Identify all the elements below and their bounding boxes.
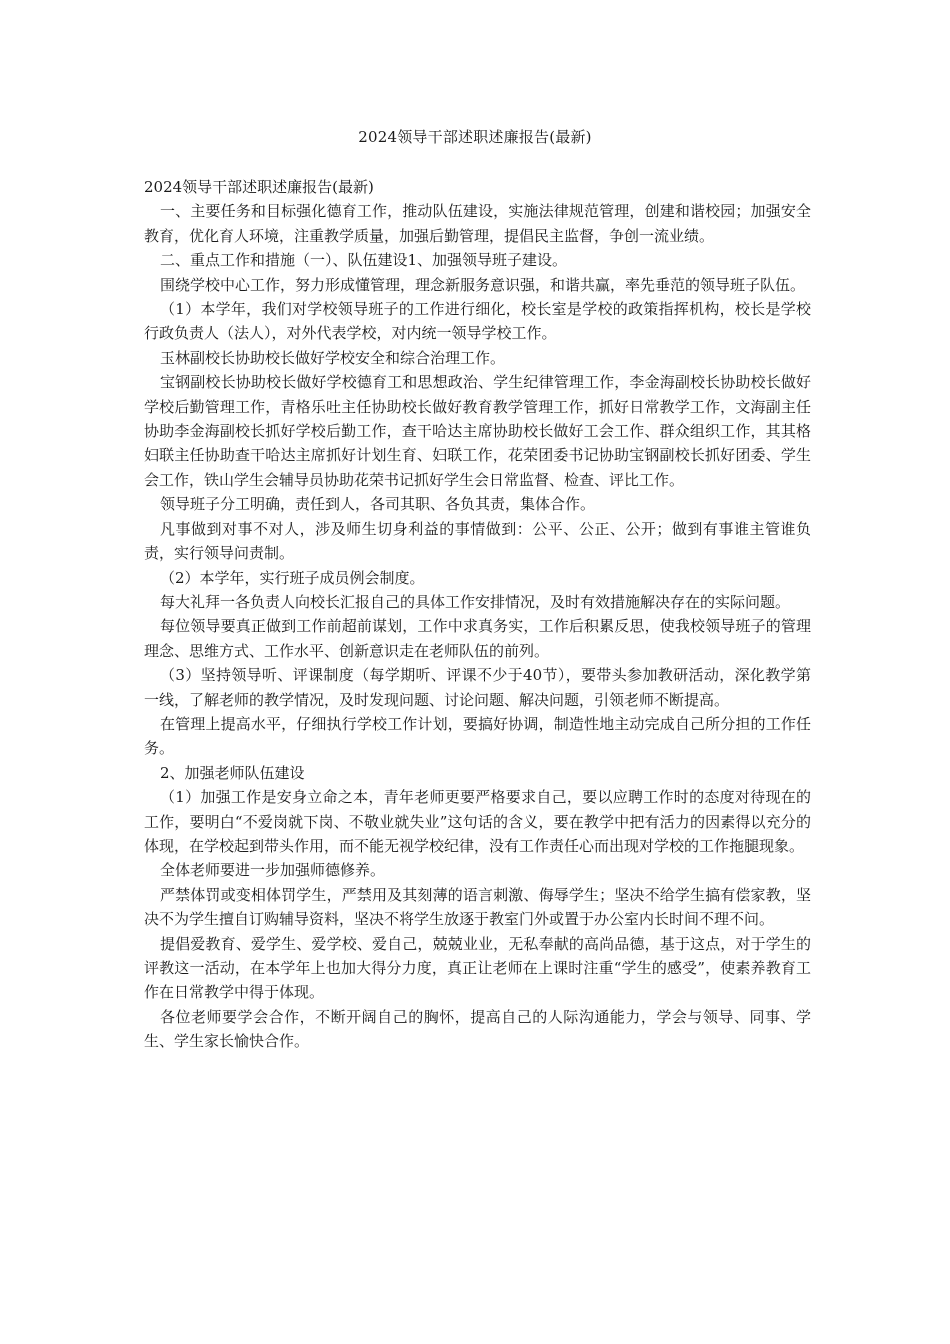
document-paragraph: 围绕学校中心工作，努力形成懂管理，理念新服务意识强，和谐共赢，率先垂范的领导班子队伍。 bbox=[160, 275, 806, 294]
document-paragraph: （3）坚持领导听、评课制度（每学期听、评课不少于40节），要带头参加教研活动，深化教学第一线，了解老师的教学情况，及时发现问题、讨论问题、解决问题，引领老师不断提高。 bbox=[144, 666, 811, 709]
document-paragraph: 宝钢副校长协助校长做好学校德育工和思想政治、学生纪律管理工作，李金海副校长协助校长做好学校后勤管理工作，青格乐吐主任协助校长做好教育教学管理工作，抓好日常教学工作，文海副主任协助李金海副校长抓好学校后勤工作，查干哈达主席协助校长做好工会工作、群众组织工作，其其格妇联主任协助查干哈达主席抓好计划生育、妇联工作，花荣团委书记协助宝钢副校长抓好团委、学生会工作，铁山学生会辅导员协助花荣书记抓好学生会日常监督、检查、评比工作。 bbox=[144, 373, 811, 489]
document-subtitle: 2024领导干部述职述廉报告(最新) bbox=[144, 178, 374, 196]
document-paragraph: 2、加强老师队伍建设 bbox=[160, 763, 305, 782]
document-paragraph: 严禁体罚或变相体罚学生，严禁用及其刻薄的语言刺激、侮辱学生；坚决不给学生搞有偿家教，坚决不为学生擅自订购辅导资料，坚决不将学生放逐于教室门外或置于办公室内长时间不理不问。 bbox=[144, 885, 811, 929]
document-paragraph: 每位领导要真正做到工作前超前谋划，工作中求真务实，工作后积累反思，使我校领导班子的管理理念、思维方式、工作水平、创新意识走在老师队伍的前列。 bbox=[144, 617, 811, 660]
document-paragraph: 提倡爱教育、爱学生、爱学校、爱自己，兢兢业业，无私奉献的高尚品德，基于这点，对于学生的评教这一活动，在本学年上也加大得分力度，真正让老师在上课时注重“学生的感受”，使素养教育工作在日常教学中得于体现。 bbox=[144, 934, 811, 1002]
document-paragraph: 在管理上提高水平，仔细执行学校工作计划，要搞好协调，制造性地主动完成自己所分担的工作任务。 bbox=[144, 714, 811, 758]
document-paragraph: 领导班子分工明确，责任到人，各司其职、各负其责，集体合作。 bbox=[160, 495, 596, 514]
document-paragraph: （2）本学年，实行班子成员例会制度。 bbox=[160, 568, 425, 587]
document-paragraph: 全体老师要进一步加强师德修养。 bbox=[160, 861, 386, 880]
document-body bbox=[144, 175, 811, 1054]
document-paragraph: 一、主要任务和目标强化德育工作，推动队伍建设，实施法律规范管理，创建和谐校园；加强安全教育，优化育人环境，注重教学质量，加强后勤管理，提倡民主监督，争创一流业绩。 bbox=[144, 202, 811, 245]
document-paragraph: （1）加强工作是安身立命之本，青年老师更要严格要求自己，要以应聘工作时的态度对待现在的工作，要明白“不爱岗就下岗、不敬业就失业”这句话的含义，要在教学中把有活力的因素得以充分的体现，在学校起到带头作用，而不能无视学校纪律，没有工作责任心而出现对学校的工作拖腿现象。 bbox=[144, 788, 811, 855]
document-paragraph: 每大礼拜一各负责人向校长汇报自己的具体工作安排情况，及时有效措施解决存在的实际问题。 bbox=[160, 592, 791, 611]
document-paragraph: 玉林副校长协助校长做好学校安全和综合治理工作。 bbox=[160, 348, 506, 367]
document-paragraph: 二、重点工作和措施（一）、队伍建设1、加强领导班子建设。 bbox=[160, 251, 568, 270]
document-paragraph: （1）本学年，我们对学校领导班子的工作进行细化，校长室是学校的政策指挥机构，校长是学校行政负责人（法人），对外代表学校，对内统一领导学校工作。 bbox=[144, 300, 811, 343]
document-title: 2024领导干部述职述廉报告(最新) bbox=[358, 128, 592, 146]
document-paragraph: 各位老师要学会合作，不断开阔自己的胸怀，提高自己的人际沟通能力，学会与领导、同事、学生、学生家长愉快合作。 bbox=[144, 1007, 811, 1051]
document-paragraph: 凡事做到对事不对人，涉及师生切身利益的事情做到：公平、公正、公开；做到有事谁主管谁负责，实行领导问责制。 bbox=[144, 519, 811, 563]
